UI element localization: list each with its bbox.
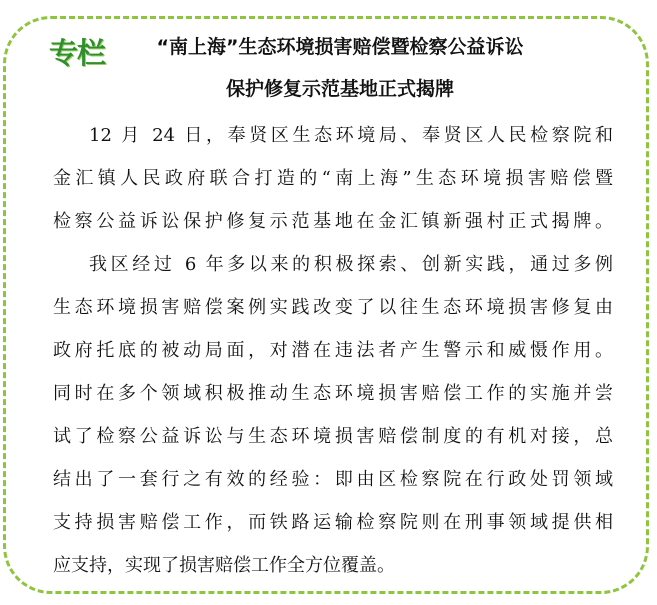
paragraph-2-line: 结出了一套行之有效的经验：即由区检察院在行政处罚领域 <box>53 469 613 490</box>
paragraph-2-line: 政府托底的被动局面，对潜在违法者产生警示和威慑作用。 <box>53 340 613 361</box>
paragraph-2-line: 试了检察公益诉讼与生态环境损害赔偿制度的有机对接，总 <box>53 426 613 447</box>
column-badge: 专栏 <box>49 36 106 70</box>
article-title-line-2: 保护修复示范基地正式揭牌 <box>225 78 454 100</box>
article-title-line-1: “南上海”生态环境损害赔偿暨检察公益诉讼 <box>156 36 524 58</box>
paragraph-1-line: 金汇镇人民政府联合打造的“南上海”生态环境损害赔偿暨 <box>53 168 613 189</box>
paragraph-1-line: 12 月 24 日，奉贤区生态环境局、奉贤区人民检察院和 <box>89 125 613 146</box>
paragraph-2-line: 我区经过 6 年多以来的积极探索、创新实践，通过多例 <box>89 254 613 275</box>
paragraph-2-line: 生态环境损害赔偿案例实践改变了以往生态环境损害修复由 <box>53 297 613 318</box>
paragraph-2-line: 支持损害赔偿工作，而铁路运输检察院则在刑事领域提供相 <box>53 512 613 533</box>
paragraph-1-line: 检察公益诉讼保护修复示范基地在金汇镇新强村正式揭牌。 <box>53 211 613 232</box>
paragraph-2-line: 同时在多个领域积极推动生态环境损害赔偿工作的实施并尝 <box>53 383 613 404</box>
paragraph-2-line: 应支持，实现了损害赔偿工作全方位覆盖。 <box>53 555 395 576</box>
